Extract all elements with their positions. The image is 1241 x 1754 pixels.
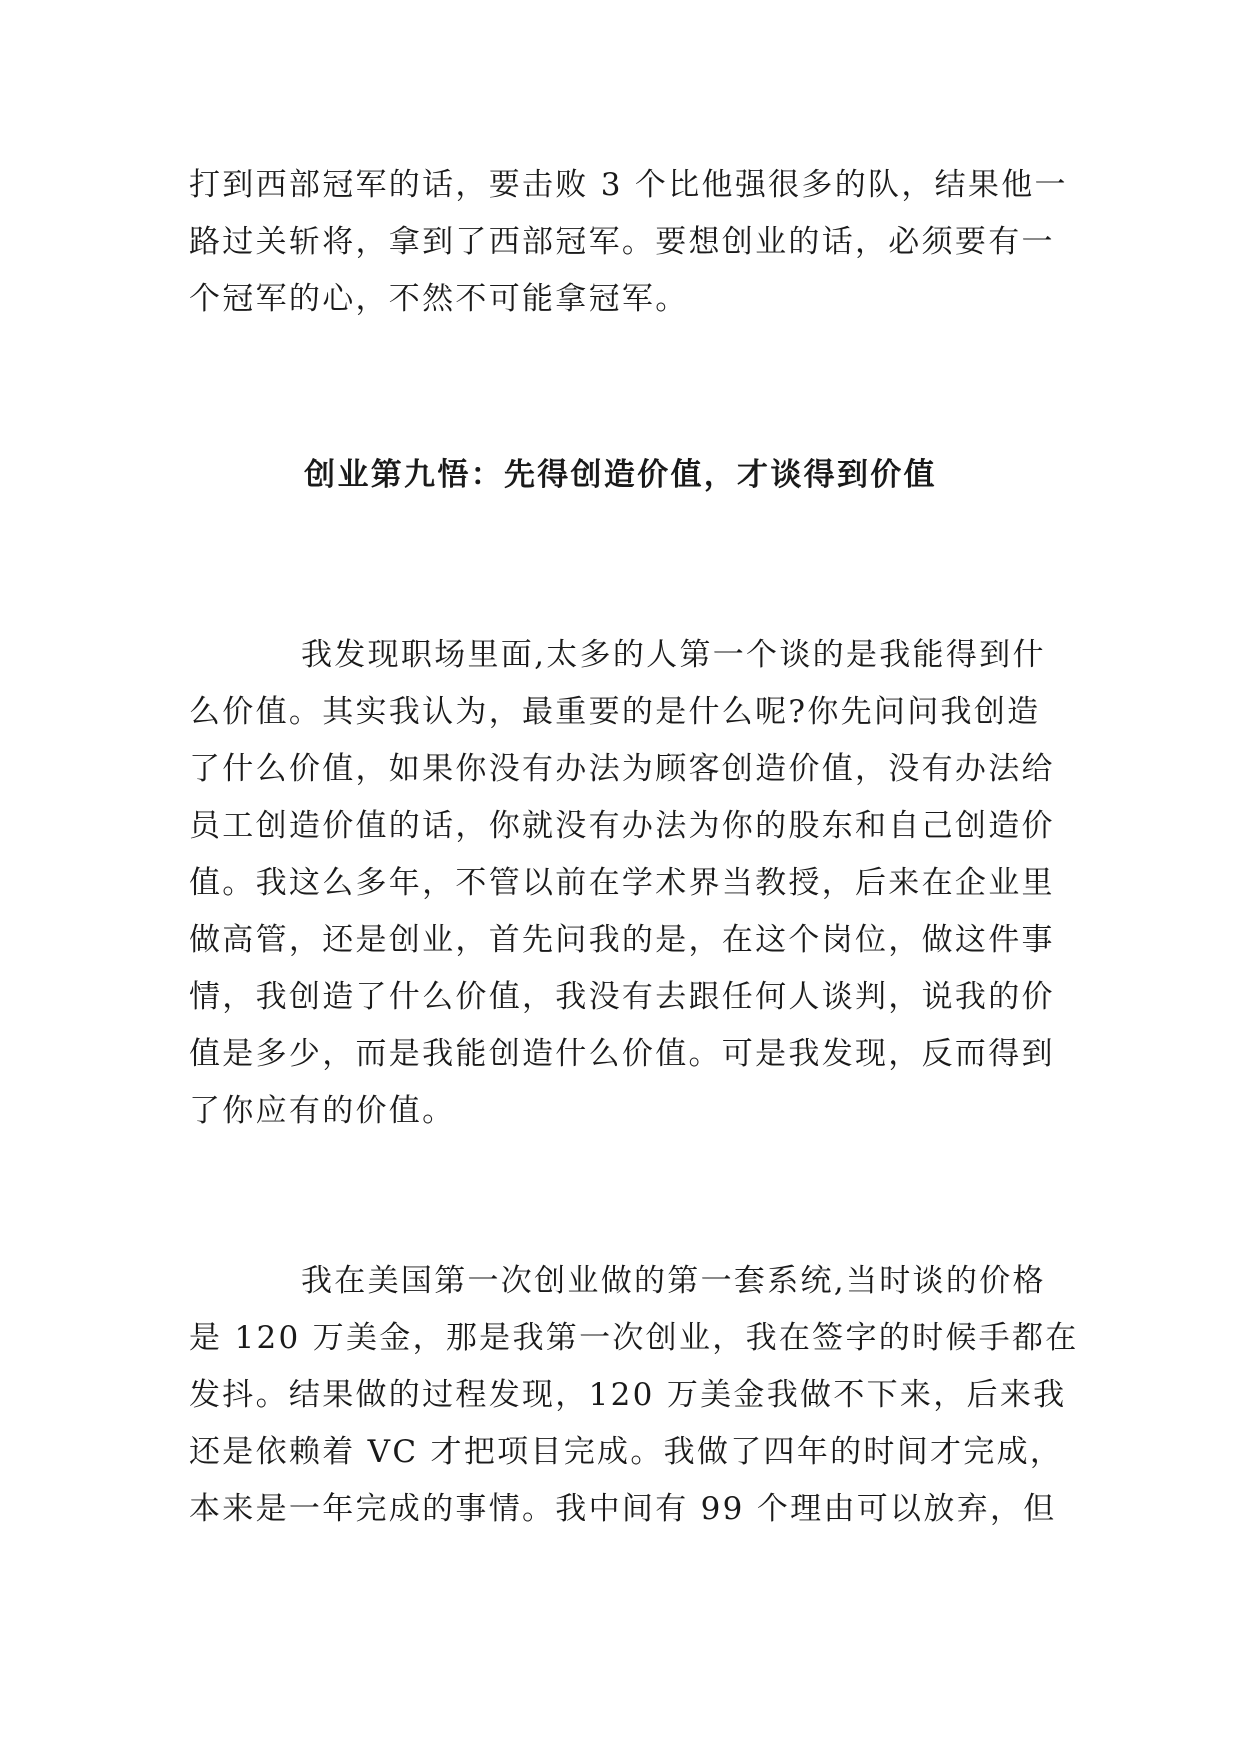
section-heading: 创业第九悟：先得创造价值，才谈得到价值 — [304, 457, 937, 493]
paragraph-2 — [189, 627, 1055, 1140]
paragraph-3-line-1: 我在美国第一次创业做的第一套系统,当时谈的价格 — [301, 1263, 1046, 1299]
paragraph-1-line-1: 打到西部冠军的话，要击败 3 个比他强很多的队，结果他一 — [189, 167, 1068, 203]
paragraph-1-line-3: 个冠军的心，不然不可能拿冠军。 — [189, 281, 689, 317]
paragraph-2-line-5: 值。我这么多年，不管以前在学术界当教授，后来在企业里 — [189, 865, 1055, 901]
paragraph-2-line-2: 么价值。其实我认为，最重要的是什么呢?你先问问我创造 — [189, 694, 1041, 730]
paragraph-2-line-6: 做高管，还是创业，首先问我的是，在这个岗位，做这件事 — [189, 922, 1055, 958]
paragraph-2-line-1: 我发现职场里面,太多的人第一个谈的是我能得到什 — [301, 637, 1046, 673]
paragraph-2-line-3: 了什么价值，如果你没有办法为顾客创造价值，没有办法给 — [189, 751, 1055, 787]
paragraph-2-line-9: 了你应有的价值。 — [189, 1093, 456, 1129]
paragraph-3-line-2: 是 120 万美金，那是我第一次创业，我在签字的时候手都在 — [189, 1320, 1079, 1356]
paragraph-2-line-8: 值是多少，而是我能创造什么价值。可是我发现，反而得到 — [189, 1036, 1055, 1072]
paragraph-3-line-4: 还是依赖着 VC 才把项目完成。我做了四年的时间才完成， — [189, 1434, 1064, 1470]
paragraph-2-line-4: 员工创造价值的话，你就没有办法为你的股东和自己创造价 — [189, 808, 1055, 844]
paragraph-2-line-7: 情，我创造了什么价值，我没有去跟任何人谈判，说我的价 — [189, 979, 1055, 1015]
paragraph-3-line-5: 本来是一年完成的事情。我中间有 99 个理由可以放弃，但 — [189, 1491, 1057, 1527]
paragraph-1-line-2: 路过关斩将，拿到了西部冠军。要想创业的话，必须要有一 — [189, 224, 1055, 260]
paragraph-3 — [189, 1253, 1079, 1538]
paragraph-3-line-3: 发抖。结果做的过程发现，120 万美金我做不下来，后来我 — [189, 1377, 1067, 1413]
paragraph-1 — [189, 157, 1068, 328]
